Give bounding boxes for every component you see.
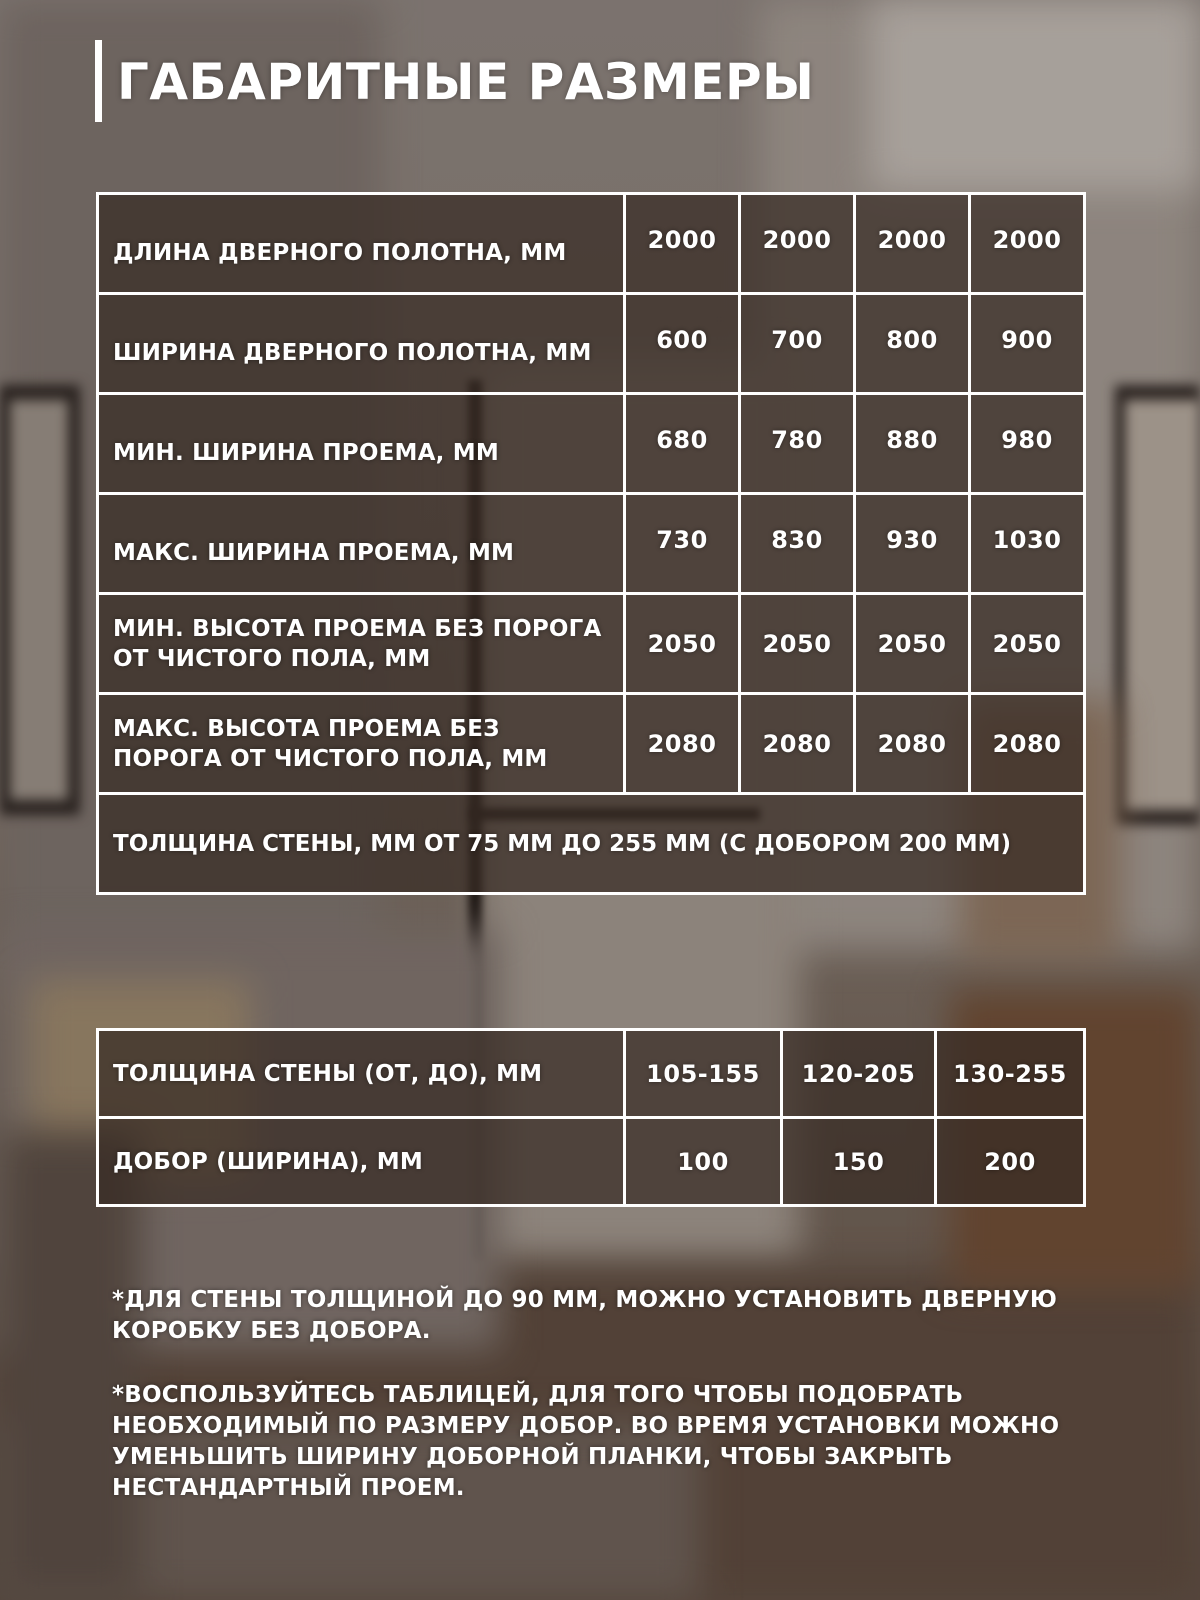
table-cell: 930 (855, 494, 970, 594)
table-row-wall-thickness (98, 794, 1085, 894)
table-cell: 780 (740, 394, 855, 494)
table-cell: 2000 (855, 194, 970, 294)
row-label: МАКС. ШИРИНА ПРОЕМА, ММ (98, 494, 625, 594)
table-cell: 830 (740, 494, 855, 594)
table-cell: 2050 (625, 594, 740, 694)
table-cell: 2000 (740, 194, 855, 294)
dimensions-table (96, 192, 1086, 895)
table-row (98, 494, 1085, 594)
row-label: ДОБОР (ШИРИНА), ММ (98, 1118, 625, 1206)
footnotes (112, 1285, 1092, 1537)
wall-thickness-cell: ТОЛЩИНА СТЕНЫ, ММ ОТ 75 ММ ДО 255 ММ (С ДОБОРОМ 200 ММ) (98, 794, 1085, 894)
table-cell: 880 (855, 394, 970, 494)
table-cell: 200 (936, 1118, 1085, 1206)
row-label: МАКС. ВЫСОТА ПРОЕМА БЕЗ ПОРОГА ОТ ЧИСТОГО ПОЛА, ММ (98, 694, 625, 794)
dobor-table (96, 1028, 1086, 1207)
table-cell: 150 (782, 1118, 936, 1206)
table-row (98, 1118, 1085, 1206)
table-cell: 130-255 (936, 1030, 1085, 1118)
table-cell: 105-155 (625, 1030, 782, 1118)
row-label: ШИРИНА ДВЕРНОГО ПОЛОТНА, ММ (98, 294, 625, 394)
row-label: МИН. ШИРИНА ПРОЕМА, ММ (98, 394, 625, 494)
row-label: ТОЛЩИНА СТЕНЫ (ОТ, ДО), ММ (98, 1030, 625, 1118)
table-cell: 2080 (855, 694, 970, 794)
table-cell: 2050 (855, 594, 970, 694)
table-cell: 700 (740, 294, 855, 394)
table-row (98, 394, 1085, 494)
table-cell: 2000 (970, 194, 1085, 294)
footnote: *ДЛЯ СТЕНЫ ТОЛЩИНОЙ ДО 90 ММ, МОЖНО УСТАНОВИТЬ ДВЕРНУЮ КОРОБКУ БЕЗ ДОБОРА. (112, 1287, 1058, 1344)
table-cell: 680 (625, 394, 740, 494)
footnote: *ВОСПОЛЬЗУЙТЕСЬ ТАБЛИЦЕЙ, ДЛЯ ТОГО ЧТОБЫ ПОДОБРАТЬ НЕОБХОДИМЫЙ ПО РАЗМЕРУ ДОБОР. ВО ВРЕМЯ УСТАНОВКИ МОЖНО УМЕНЬШИТЬ ШИРИНУ ДОБОРНОЙ ПЛАНКИ, ЧТОБЫ ЗАКРЫТЬ НЕСТАНДАРТНЫЙ ПРОЕМ. (112, 1382, 1060, 1501)
table-cell: 2050 (740, 594, 855, 694)
table-row (98, 294, 1085, 394)
table-cell: 100 (625, 1118, 782, 1206)
table-row (98, 194, 1085, 294)
table-cell: 2050 (970, 594, 1085, 694)
table-cell: 2000 (625, 194, 740, 294)
page-title: ГАБАРИТНЫЕ РАЗМЕРЫ (117, 53, 815, 111)
table-cell: 800 (855, 294, 970, 394)
row-label: МИН. ВЫСОТА ПРОЕМА БЕЗ ПОРОГА ОТ ЧИСТОГО ПОЛА, ММ (98, 594, 625, 694)
row-label: ДЛИНА ДВЕРНОГО ПОЛОТНА, ММ (98, 194, 625, 294)
table-cell: 2080 (625, 694, 740, 794)
table-cell: 2080 (970, 694, 1085, 794)
table-row (98, 594, 1085, 694)
table-cell: 1030 (970, 494, 1085, 594)
table-cell: 730 (625, 494, 740, 594)
table-cell: 980 (970, 394, 1085, 494)
table-cell: 900 (970, 294, 1085, 394)
table-cell: 120-205 (782, 1030, 936, 1118)
table-row (98, 1030, 1085, 1118)
table-cell: 2080 (740, 694, 855, 794)
table-cell: 600 (625, 294, 740, 394)
table-row (98, 694, 1085, 794)
title-accent-bar (95, 40, 102, 122)
